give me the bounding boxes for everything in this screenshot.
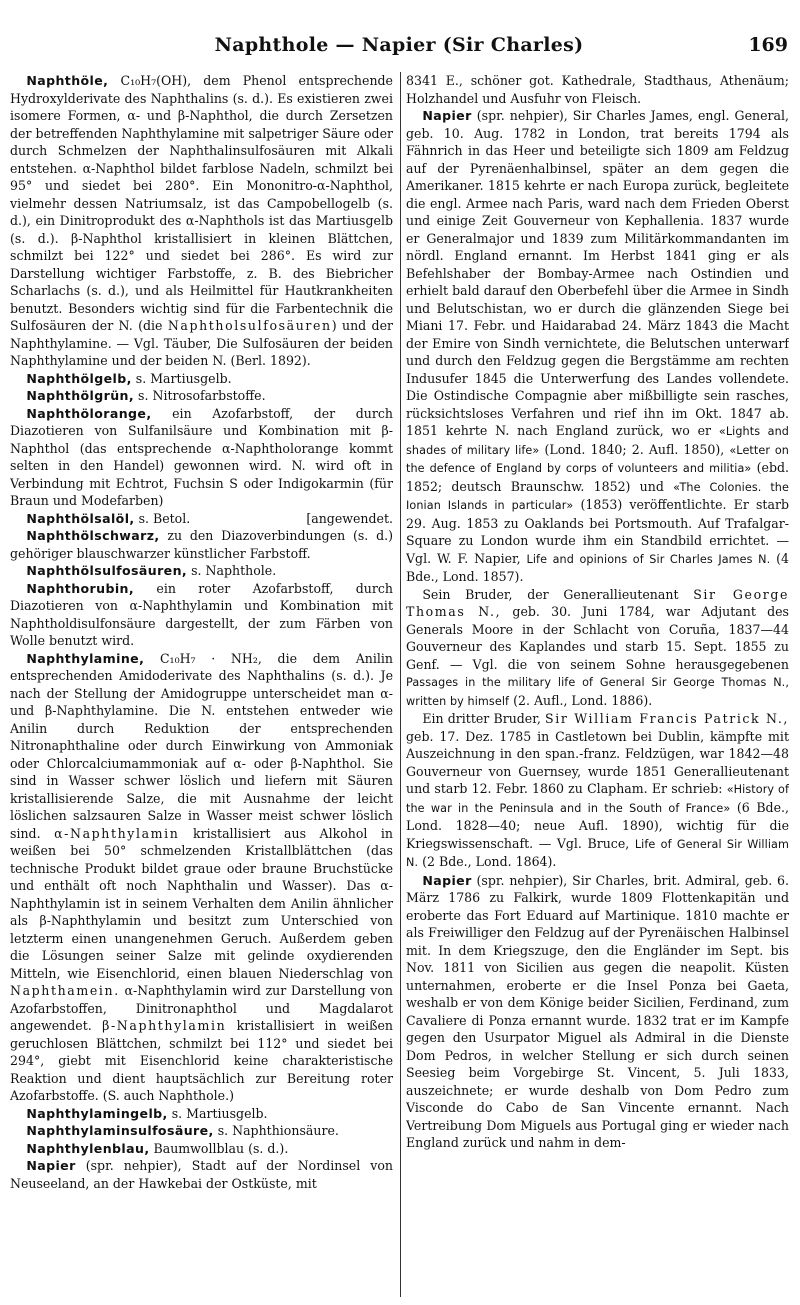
line-continuation: [angewendet. (306, 510, 393, 526)
page-number: 169 (748, 34, 788, 56)
entry-text: (2 Bde., Lond. 1864). (422, 854, 557, 869)
entry-naphtholschwarz (10, 527, 393, 562)
entry-naphtholgelb (10, 370, 393, 388)
entry-text: (1853) veröffentlichte. Er starb 29. Aug. 1853 zu Oaklands bei Portsmouth. Auf Trafalgar-Square zu London wurde ihm ein Standbild errichtet. — Vgl. W. F. Napier, (406, 497, 789, 566)
headword: Naphthölschwarz, (26, 528, 160, 543)
entry-text: kristallisiert aus Alkohol in weißen bei 50° schmelzenden Kristallblättchen (das technische Produkt bildet graue oder braune Bruchstücke und enthält oft noch Naphthalin und Wasser). Das α-Naphthylamin ist in seinem Verhalten dem Anilin ähnlicher als β-Naphthylamin und besitzt zum Unterschied von letzterm einen unangenehmen Geruch. Außerdem geben die Lösungen seiner Salze mit gelinde oxydierenden Mitteln, wie Eisenchlorid, einen blauen Niederschlag von (10, 825, 393, 981)
entry-naphthylamine (10, 650, 393, 1105)
book-title: «The Colonies. the Ionian Islands in particular» (406, 480, 789, 512)
entry-text: α-Naphthylamin wird zur Darstellung von Azofarbstoffen, Dinitronaphthol und Magdalarot angewendet. (10, 983, 393, 1033)
entry-text: s. Naphthionsäure. (217, 1123, 339, 1138)
entry-text: und der Naphthylamine. — Vgl. Täuber, Die Sulfosäuren der beiden Naphthylamine und der beiden N. (Berl. 1892). (10, 318, 393, 368)
headword: Naphthylamingelb, (26, 1105, 168, 1121)
headword: Naphthölsalöl, (26, 510, 135, 526)
entry-text: (2. Aufl., Lond. 1886). (513, 692, 653, 708)
entry-naphthylenblau (10, 1140, 393, 1158)
entry-naphtholsalol (10, 510, 393, 528)
headword: Napier (422, 872, 472, 888)
headword: Naphthölorange, (26, 405, 152, 421)
entry-naphthorubin (10, 580, 393, 650)
right-column (406, 72, 789, 1297)
running-header (10, 34, 788, 64)
headword: Naphthylamine, (26, 650, 145, 666)
entry-text: (4 Bde., Lond. 1857). (406, 550, 789, 584)
entry-text: Ein dritter Bruder, (422, 711, 541, 726)
entry-text: 8341 E., schöner got. Kathedrale, Stadthaus, Athenäum; Holzhandel und Ausfuhr von Fleisch. (406, 73, 789, 106)
headword: Naphthorubin, (26, 580, 135, 596)
entry-napier-george-thomas (406, 586, 789, 711)
entry-text: geb. 17. Dez. 1785 in Castletown bei Dublin, kämpfte mit Auszeichnung in den span.-franz. Feldzügen, war 1842—48 Gouverneur von Guernsey, wurde 1851 Generallieutenant und starb 12. Febr. 1860 zu Clapham. Er schrieb: (406, 728, 789, 796)
book-title: «Lights and shades of military life» (406, 425, 789, 457)
entry-text: s. Betol. (138, 510, 191, 526)
entry-text: ein roter Azofarbstoff, durch Diazotieren von α-Naphthylamin und Kombination mit Naphtholdisulfonsäure dargestellt, der zum Färben von Wolle benutzt wird. (10, 580, 393, 648)
spaced-term: Naphtholsulfosäuren (167, 318, 332, 333)
book-title: «Letter on the defence of England by corps of volunteers and militia» (406, 443, 789, 475)
entry-naphtholsulfosaeuren (10, 562, 393, 580)
entry-naphthole: Naphthöle, C₁₀H₇(OH), dem Phenol entsprechende Hydroxylderivate des Naphthalins (s. d.). Es existieren zwei isomere Formen, α- und β-Naphthol, die durch Zersetzen der betreffenden Naphthylamine mit salpetriger Säure oder durch Schmelzen der Naphthalinsulfosäuren mit Alkali entstehen. α-Naphthol bildet farblose Nadeln, schmilzt bei 95° und siedet bei 280°. Ein Mononitro-α-Naphthol, vielmehr dessen Natriumsalz, ist das Campobellogelb (s. d.), ein Dinitroprodukt des α-Naphthols ist das Martiusgelb (s. d.). β-Naphthol kristallisiert in kleinen Blättchen, schmilzt bei 122° und siedet bei 286°. Es wird zur Darstellung wichtiger Farbstoffe, z. B. des Biebricher Scharlachs (s. d.), und als Heilmittel für Hautkrankheiten benutzt. Besonders wichtig sind für die Farbentechnik die Sulfosäuren der N. (die Naphtholsulfosäuren) und der Naphthylamine. — Vgl. Täuber, Die Sulfosäuren der beiden Naphthylamine und der beiden N. (Berl. 1892). (10, 73, 393, 368)
left-column (10, 72, 393, 1297)
text-columns (10, 72, 788, 1297)
entry-text: s. Martiusgelb. (171, 1105, 268, 1121)
entry-napier-town (10, 1157, 393, 1192)
headword: Naphthölgrün, (26, 388, 135, 403)
headword: Napier (422, 108, 472, 123)
entry-text: geb. 30. Juni 1784, war Adjutant des Generals Moore in der Schlacht von Coruña, 1837—44 Gouverneur des Kaplandes und starb 15. Sept. 1855 zu Genf. — Vgl. die von seinem Sohne herausgegebenen (406, 604, 789, 672)
entry-text: s. Martiusgelb. (135, 370, 232, 386)
entry-text: Baumwollblau (s. d.). (153, 1140, 289, 1156)
entry-text: ein Azofarbstoff, der durch Diazotieren von Sulfanilsäure und Kombination mit β-Naphthol (das entsprechende α-Naphtholorange kommt selten in den Handel) gewonnen wird. N. wird oft in Verbindung mit Echtrot, Fuchsin S oder Indigokarmin (für Braun und Modefarben) (10, 405, 393, 508)
entry-text: s. Naphthole. (191, 563, 277, 578)
entry-text: zu den Diazoverbindungen (s. d.) gehöriger blauschwarzer künstlicher Farbstoff. (10, 528, 393, 561)
entry-naphthylaminsulfosaeure (10, 1122, 393, 1140)
column-divider (400, 72, 401, 1297)
entry-text: s. Nitrosofarbstoffe. (138, 388, 266, 403)
entry-text: (spr. nehpier), Stadt auf der Nordinsel von Neuseeland, an der Hawkebai der Ostküste, mit (10, 1158, 393, 1191)
entry-napier-admiral (406, 872, 789, 1152)
headword: Naphthölsulfosäuren, (26, 563, 188, 578)
entry-napier-charles-james (406, 107, 789, 586)
book-title: Life of General Sir William N. (406, 837, 789, 869)
entry-napier-william-francis (406, 710, 789, 872)
entry-naphthylamingelb (10, 1105, 393, 1123)
page-header-title: Naphthole — Napier (Sir Charles) (214, 34, 584, 56)
entry-naphtholorange (10, 405, 393, 510)
entry-naphtholgruen (10, 387, 393, 405)
spaced-term: Sir George Thomas N., (406, 586, 789, 619)
book-title: Passages in the military life of General Sir George Thomas N., written by himself (406, 676, 789, 708)
spaced-term: Sir William Francis Patrick N., (545, 711, 789, 726)
spaced-term: β-Naphthylamin (102, 1018, 227, 1033)
spaced-term: α-Naphthylamin (54, 825, 180, 841)
headword: Naphthöle, (26, 73, 109, 88)
headword: Naphthylenblau, (26, 1140, 150, 1156)
entry-text: (Lond. 1840; 2. Aufl. 1850), (544, 441, 725, 457)
book-title: «History of the war in the Peninsula and in the South of France» (406, 783, 789, 815)
entry-text: (ebd. 1852; deutsch Braunschw. 1852) und (406, 460, 789, 494)
entry-continuation (406, 72, 789, 107)
entry-text: C₁₀H₇ · NH₂, die dem Anilin entsprechenden Amidoderivate des Naphthalins (s. d.). Je nach der Stellung der Amidogruppe unterscheidet man α- und β-Naphthylamine. Die N. entstehen entweder wie Anilin durch Reduktion der entsprechenden Nitronaphthaline oder durch Einwirkung von Ammoniak oder Chlorcalciumammoniak auf α- oder β-Naphthol. Sie sind in Wasser schwer löslich und liefern mit Säuren kristallisierende Salze, die mit Ausnahme der leicht löslichen salzsauren Salze in Wasser meist schwer löslich sind. (10, 650, 393, 841)
entry-text: (spr. nehpier), Sir Charles James, engl. General, geb. 10. Aug. 1782 in London, trat bereits 1794 als Fähnrich in das Heer und beteiligte sich 1809 am Feldzug auf der Pyrenäenhalbinsel, später an dem gegen die Amerikaner. 1815 kehrte er nach Europa zurück, begleitete die engl. Armee nach Paris, ward nach dem Frieden Oberst und einige Zeit Gouverneur von Kephallenia. 1837 wurde er Generalmajor und 1839 zum Militärkommandanten im nördl. England ernannt. Im Herbst 1841 ging er als Befehlshaber der Bombay-Armee nach Ostindien und erhielt bald darauf den Oberbefehl über die Armee in Sindh und Belutschistan, wo er durch die glänzenden Siege bei Miani 17. Febr. und Haidarabad 24. März 1843 die Macht der Emire von Sindh vernichtete, die Belutschen unterwarf und durch den Feldzug gegen die Bergstämme am rechten Indusufer 1845 die Unterwerfung des Landes vollendete. Die Ostindische Compagnie aber mißbilligte sein rasches, rücksichtsloses Verfahren und rief ihn im Okt. 1847 ab. 1851 kehrte N. nach England zurück, wo er (406, 108, 789, 438)
entry-text: (6 Bde., Lond. 1828—40; neue Aufl. 1890), wichtig für die Kriegswissenschaft. — Vgl. Bruce, (406, 799, 789, 851)
headword: Naphthölgelb, (26, 370, 132, 386)
entry-text: kristallisiert in weißen geruchlosen Blättchen, schmilzt bei 112° und siedet bei 294°, giebt mit Eisenchlorid keine charakteristische Reaktion und dient hauptsächlich zur Bereitung roter Azofarbstoffe. (S. auch Naphthole.) (10, 1018, 393, 1103)
headword: Napier (26, 1158, 76, 1173)
entry-text: (spr. nehpier), Sir Charles, brit. Admiral, geb. 6. März 1786 zu Falkirk, wurde 1809 Flottenkapitän und eroberte das Fort Eduard auf Martinique. 1810 machte er als Freiwilliger den Feldzug auf der Pyrenäischen Halbinsel mit. In dem Kriegszuge, den die Engländer im Sept. bis Nov. 1811 von Sicilien aus gegen die neapolit. Küsten unternahmen, eroberte er die Insel Ponza bei Gaeta, weshalb er von dem Könige beider Sicilien, Ferdinand, zum Cavaliere di Ponza ernannt wurde. 1832 trat er im Kampfe gegen den Usurpator Miguel als Admiral in die Dienste Dom Pedros, in welcher Stellung er sich durch seinen Seesieg beim Vorgebirge St. Vincent, 5. Juli 1833, auszeichnete; er wurde deshalb von Dom Pedro zum Visconde do Cabo de San Vincente ernannt. Nach Vertreibung Dom Miguels aus Portugal ging er wieder nach England zurück und nahm in dem- (406, 872, 789, 1150)
entry-text: Sein Bruder, der Generallieutenant (422, 586, 679, 602)
book-title: Life and opinions of Sir Charles James N. (526, 552, 771, 566)
headword: Naphthylaminsulfosäure, (26, 1123, 214, 1138)
entry-text: C₁₀H₇(OH), dem Phenol entsprechende Hydroxylderivate des Naphthalins (s. d.). Es existieren zwei isomere Formen, α- und β-Naphthol, die durch Zersetzen der betreffenden Naphthylamine mit salpetriger Säure oder durch Schmelzen der Naphthalinsulfosäuren mit Alkali entstehen. α-Naphthol bildet farblose Nadeln, schmilzt bei 95° und siedet bei 280°. Ein Mononitro-α-Naphthol, vielmehr dessen Natriumsalz, ist das Campobellogelb (s. d.), ein Dinitroprodukt des α-Naphthols ist das Martiusgelb (s. d.). β-Naphthol kristallisiert in kleinen Blättchen, schmilzt bei 122° und siedet bei 286°. Es wird zur Darstellung wichtiger Farbstoffe, z. B. des Biebricher Scharlachs (s. d.), und als Heilmittel für Hautkrankheiten benutzt. Besonders wichtig sind für die Farbentechnik die Sulfosäuren der N. (die (10, 73, 393, 333)
spaced-term: Naphthamein. (10, 983, 120, 998)
